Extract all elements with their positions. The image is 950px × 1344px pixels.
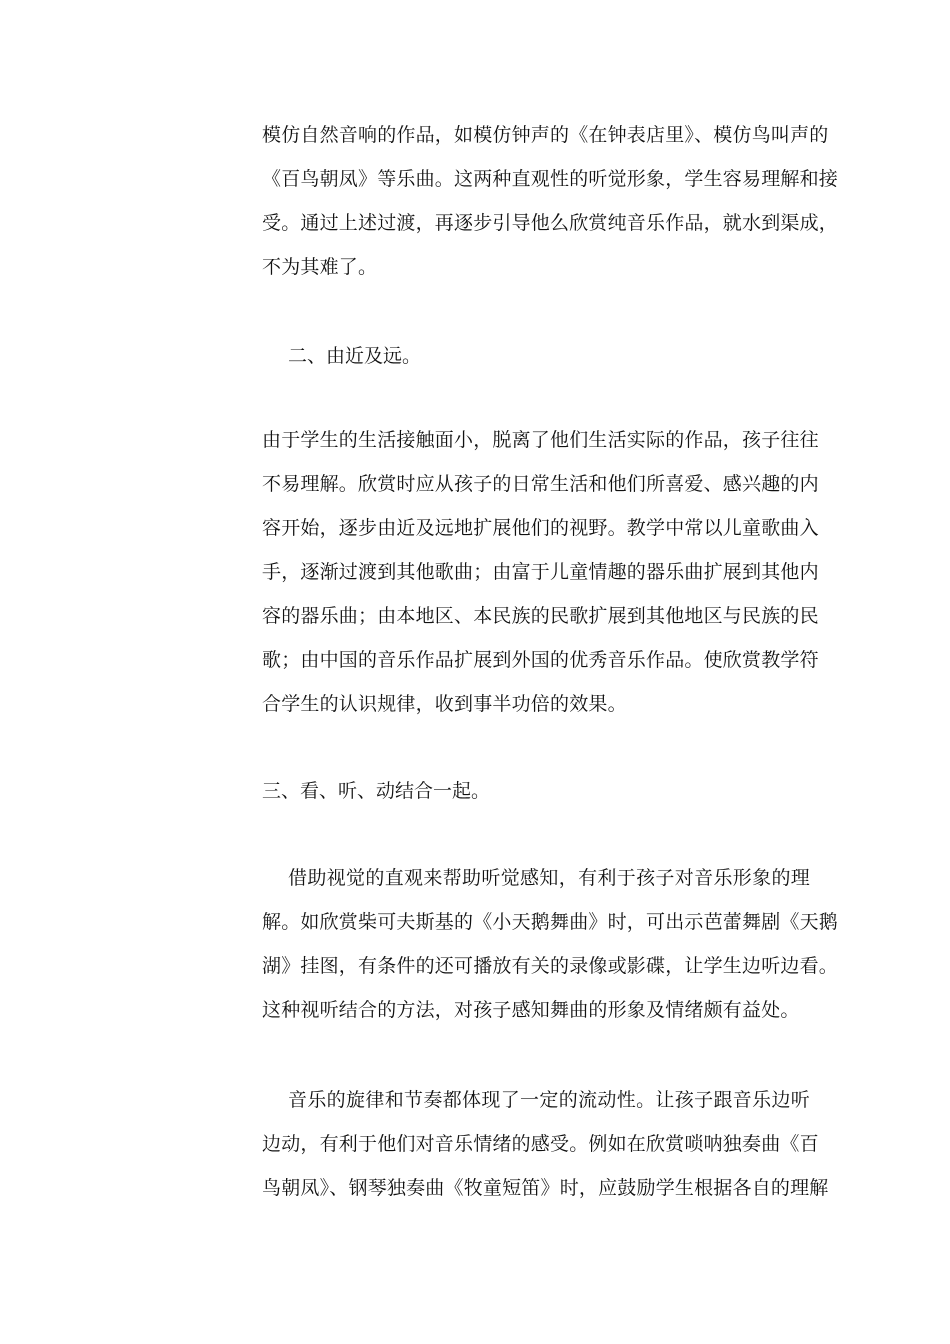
paragraph-line: 手，逐渐过渡到其他歌曲；由富于儿童情趣的器乐曲扩展到其他内 (262, 561, 819, 583)
paragraph-line: 受。通过上述过渡，再逐步引导他么欣赏纯音乐作品，就水到渠成， (262, 212, 839, 234)
paragraph-near-to-far (262, 418, 819, 726)
paragraph-visual-listening (262, 856, 839, 1032)
paragraph-line: 模仿自然音响的作品，如模仿钟声的《在钟表店里》、模仿鸟叫声的 (262, 124, 829, 146)
paragraph-line: 容的器乐曲；由本地区、本民族的民歌扩展到其他地区与民族的民 (262, 605, 819, 627)
paragraph-line: 容开始，逐步由近及远地扩展他们的视野。教学中常以儿童歌曲入 (262, 517, 819, 539)
paragraph-line: 由于学生的生活接触面小，脱离了他们生活实际的作品，孩子往往 (262, 429, 819, 451)
paragraph-line: 《百鸟朝凤》等乐曲。这两种直观性的听觉形象，学生容易理解和接 (262, 168, 839, 190)
paragraph-line: 解。如欣赏柴可夫斯基的《小天鹅舞曲》时，可出示芭蕾舞剧《天鹅 (262, 911, 839, 933)
section-heading-see-listen-move (262, 769, 810, 813)
section-heading-near-to-far (262, 334, 810, 378)
paragraph-line: 这种视听结合的方法，对孩子感知舞曲的形象及情绪颇有益处。 (262, 999, 800, 1021)
paragraph-line: 不易理解。欣赏时应从孩子的日常生活和他们所喜爱、感兴趣的内 (262, 473, 819, 495)
section-heading: 三、看、听、动结合一起。 (262, 780, 491, 802)
paragraph-imitation-works (262, 113, 839, 289)
paragraph-listen-and-move (262, 1078, 829, 1210)
paragraph-line: 合学生的认识规律，收到事半功倍的效果。 (262, 693, 627, 715)
paragraph-line: 歌；由中国的音乐作品扩展到外国的优秀音乐作品。使欣赏教学符 (262, 649, 819, 671)
paragraph-line: 音乐的旋律和节奏都体现了一定的流动性。让孩子跟音乐边听 (288, 1089, 810, 1111)
paragraph-line: 不为其难了。 (262, 256, 378, 278)
paragraph-line: 边动，有利于他们对音乐情绪的感受。例如在欣赏唢呐独奏曲《百 (262, 1133, 819, 1155)
paragraph-line: 湖》挂图，有条件的还可播放有关的录像或影碟，让学生边听边看。 (262, 955, 839, 977)
paragraph-line: 鸟朝凤》、钢琴独奏曲《牧童短笛》时，应鼓励学生根据各自的理解 (262, 1177, 829, 1199)
paragraph-line: 借助视觉的直观来帮助听觉感知，有利于孩子对音乐形象的理 (288, 867, 810, 889)
section-heading: 二、由近及远。 (288, 345, 422, 367)
